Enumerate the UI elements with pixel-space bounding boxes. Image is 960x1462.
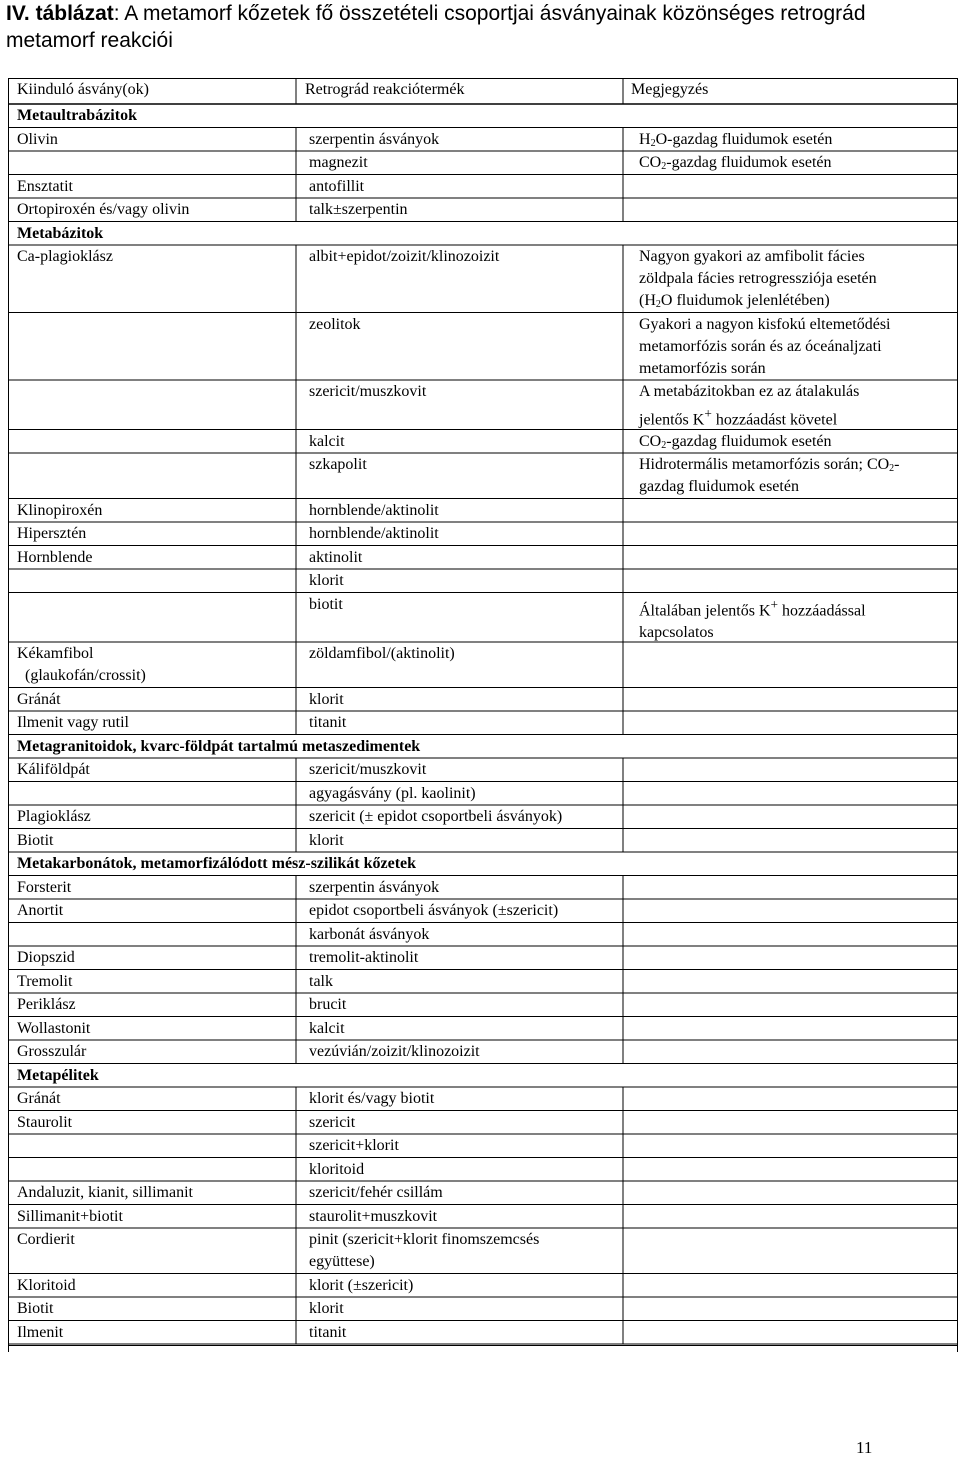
initial-mineral-cell: Ilmenit <box>17 1323 64 1341</box>
retrograde-product-cell: klorit <box>309 831 344 849</box>
retrograde-product-cell: karbonát ásványok <box>309 925 430 943</box>
retrograde-product-cell: brucit <box>309 996 347 1013</box>
retrograde-product-cell: magnezit <box>309 154 368 171</box>
retrograde-product-cell: kalcit <box>309 432 345 450</box>
retrograde-product-cell: szerpentin ásványok <box>309 130 440 148</box>
retrograde-product-cell: biotit <box>309 595 343 613</box>
initial-mineral-cell: Hornblende <box>17 548 93 566</box>
section-heading: Metabázitok <box>17 224 104 242</box>
initial-mineral-cell: Gránát <box>17 1090 61 1107</box>
initial-mineral-cell: Plagioklász <box>17 808 91 825</box>
retrograde-product-cell: epidot csoportbeli ásványok (±szericit) <box>309 902 559 919</box>
initial-mineral-cell: Periklász <box>17 996 76 1013</box>
initial-mineral-cell: Tremolit <box>17 972 73 990</box>
header-remark: Megjegyzés <box>631 81 709 98</box>
initial-mineral-cell: Diopszid <box>17 949 75 966</box>
table-caption: : A metamorf kőzetek fő összetételi csoportjai ásványainak közönséges retrográd metamorf reakciói <box>6 2 866 52</box>
section-heading: Metakarbonátok, metamorfizálódott mész-szilikát kőzetek <box>17 855 417 872</box>
retrograde-product-cell: pinit (szericit+klorit finomszemcsés együttese) <box>309 1231 540 1270</box>
retrograde-product-cell: szerpentin ásványok <box>309 878 440 896</box>
remark-cell: Általában jelentős K+ hozzáadással kapcsolatos <box>639 596 866 641</box>
remark-cell: Gyakori a nagyon kisfokú eltemetődési metamorfózis során és az óceánaljzati metamorfózis során <box>639 315 891 377</box>
remark-cell: $H_2O$-gazdag fluidumok esetén <box>639 130 833 149</box>
initial-mineral-cell: Grosszulár <box>17 1043 87 1060</box>
header-initial-minerals: Kiinduló ásvány(ok) <box>17 81 149 98</box>
retrograde-product-cell: antofillit <box>309 177 365 195</box>
retrograde-product-cell: klorit <box>309 572 344 589</box>
initial-mineral-cell: Ca-plagioklász <box>17 248 113 265</box>
initial-mineral-cell: Forsterit <box>17 878 72 896</box>
retrograde-product-cell: hornblende/aktinolit <box>309 525 439 542</box>
retrograde-product-cell: albit+epidot/zoizit/klinozoizit <box>309 248 500 265</box>
header-retrograde-product: Retrográd reakciótermék <box>305 81 465 98</box>
initial-mineral-cell: Biotit <box>17 1300 54 1317</box>
reaction-table <box>8 78 958 1352</box>
initial-mineral-cell: Hipersztén <box>17 525 87 542</box>
retrograde-product-cell: kalcit <box>309 1019 345 1037</box>
remark-cell: A metabázitokban ez az átalakulás jelentős K+ hozzáadást követel <box>639 383 860 429</box>
remark-cell: Hidrotermális metamorfózis során; $CO_2-$ gazdag fluidumok esetén <box>639 456 900 495</box>
initial-mineral-cell: Olivin <box>17 130 58 148</box>
retrograde-product-cell: szericit/muszkovit <box>309 383 427 400</box>
retrograde-product-cell: agyagásvány (pl. kaolinit) <box>309 784 476 802</box>
section-heading: Metaultrabázitok <box>17 107 137 124</box>
retrograde-product-cell: zeolitok <box>309 315 361 333</box>
page-number: 11 <box>856 1438 873 1457</box>
retrograde-product-cell: hornblende/aktinolit <box>309 501 439 519</box>
initial-mineral-cell: Biotit <box>17 831 54 849</box>
initial-mineral-cell: Kékamfibol (glaukofán/crossit) <box>17 645 146 684</box>
initial-mineral-cell: Andaluzit, kianit, sillimanit <box>17 1184 193 1201</box>
retrograde-product-cell: klorit <box>309 1300 344 1317</box>
initial-mineral-cell: Kloritoid <box>17 1276 76 1294</box>
initial-mineral-cell: Gránát <box>17 690 61 708</box>
retrograde-product-cell: szericit <box>309 1113 356 1131</box>
retrograde-product-cell: szkapolit <box>309 456 367 473</box>
remark-cell: $CO_2$-gazdag fluidumok esetén <box>639 154 832 172</box>
retrograde-product-cell: zöldamfibol/(aktinolit) <box>309 645 455 662</box>
initial-mineral-cell: Anortit <box>17 902 64 919</box>
remark-cell: Nagyon gyakori az amfibolit fácies zöldpala fácies retrogressziója esetén ($H_2O$ fluidumok jelenlétében) <box>639 248 877 310</box>
initial-mineral-cell: Ensztatit <box>17 177 73 195</box>
retrograde-product-cell: klorit <box>309 690 344 708</box>
initial-mineral-cell: Ortopiroxén és/vagy olivin <box>17 201 190 218</box>
retrograde-product-cell: tremolit-aktinolit <box>309 949 419 966</box>
retrograde-product-cell: klorit és/vagy biotit <box>309 1090 435 1107</box>
initial-mineral-cell: Káliföldpát <box>17 761 90 778</box>
section-heading: Metagranitoidok, kvarc-földpát tartalmú metaszedimentek <box>17 737 421 755</box>
page-title <box>6 0 946 54</box>
retrograde-product-cell: szericit+klorit <box>309 1137 399 1154</box>
retrograde-product-cell: szericit/muszkovit <box>309 761 427 778</box>
initial-mineral-cell: Cordierit <box>17 1231 75 1248</box>
remark-cell: $CO_2$-gazdag fluidumok esetén <box>639 432 832 451</box>
retrograde-product-cell: szericit (± epidot csoportbeli ásványok) <box>309 808 563 825</box>
retrograde-product-cell: titanit <box>309 714 347 731</box>
retrograde-product-cell: klorit (±szericit) <box>309 1276 414 1294</box>
retrograde-product-cell: kloritoid <box>309 1160 365 1178</box>
retrograde-product-cell: aktinolit <box>309 548 363 566</box>
section-heading: Metapélitek <box>17 1066 99 1084</box>
retrograde-product-cell: vezúvián/zoizit/klinozoizit <box>309 1043 480 1060</box>
retrograde-product-cell: szericit/fehér csillám <box>309 1184 443 1201</box>
initial-mineral-cell: Klinopiroxén <box>17 501 103 519</box>
initial-mineral-cell: Ilmenit vagy rutil <box>17 714 129 731</box>
retrograde-product-cell: talk±szerpentin <box>309 201 408 218</box>
retrograde-product-cell: staurolit+muszkovit <box>309 1207 438 1225</box>
retrograde-product-cell: titanit <box>309 1323 347 1341</box>
table-number: IV. táblázat <box>6 2 114 25</box>
retrograde-product-cell: talk <box>309 972 333 990</box>
initial-mineral-cell: Sillimanit+biotit <box>17 1207 123 1225</box>
initial-mineral-cell: Staurolit <box>17 1113 73 1131</box>
initial-mineral-cell: Wollastonit <box>17 1019 91 1037</box>
